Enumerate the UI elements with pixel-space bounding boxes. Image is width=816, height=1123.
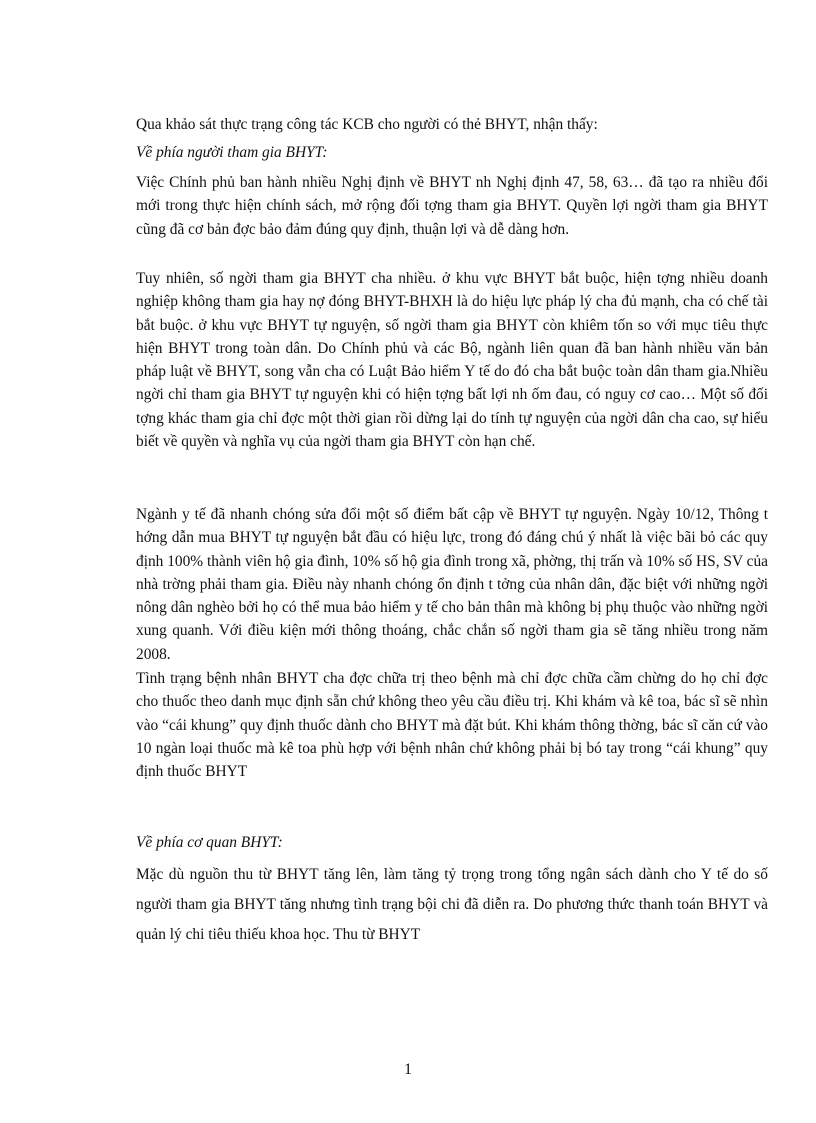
paragraph: Tình trạng bệnh nhân BHYT cha đợc chữa trị theo bệnh mà chỉ đợc chữa cầm chừng do họ chỉ đợc cho thuốc theo danh mục định sẵn chứ không theo yêu cầu điều trị. Khi khám và kê toa, bác sĩ sẽ nhìn vào “cái khung” quy định thuốc dành cho BHYT mà đặt bút. Khi khám thông thờng, bác sĩ căn cứ vào 10 ngàn loại thuốc mà kê toa phù hợp với bệnh nhân chứ không phải bị bó tay trong “cái khung” quy định thuốc BHYT	[136, 670, 768, 781]
paragraph: Ngành y tế đã nhanh chóng sửa đổi một số điểm bất cập về BHYT tự nguyện. Ngày 10/12, Thông t hớng dẫn mua BHYT tự nguyện bắt đầu có hiệu lực, trong đó đáng chú ý nhất là việc bãi bỏ các quy định 100% thành viên hộ gia đình, 10% số hộ gia đình trong xã, phờng, thị trấn và 10% số HS, SV của nhà trờng phải tham gia. Điều này nhanh chóng ổn định t tởng của nhân dân, đặc biệt với những ngời nông dân nghèo bởi họ có thể mua bảo hiểm y tế cho bản thân mà không bị phụ thuộc vào những ngời xung quanh. Với điều kiện mới thông thoáng, chắc chắn số ngời tham gia sẽ tăng nhiều trong năm 2008.	[136, 506, 768, 663]
section-heading-agency: Về phía cơ quan BHYT:	[136, 834, 283, 851]
paragraph: Tuy nhiên, số ngời tham gia BHYT cha nhiều. ở khu vực BHYT bắt buộc, hiện tợng nhiều doanh nghiệp không tham gia hay nợ đóng BHYT-BHXH là do hiệu lực pháp lý cha đủ mạnh, cha có chế tài bắt buộc. ở khu vực BHYT tự nguyện, số ngời tham gia BHYT còn khiêm tốn so với mục tiêu thực hiện BHYT trong toàn dân. Do Chính phủ và các Bộ, ngành liên quan đã ban hành nhiều văn bản pháp luật về BHYT, song vẫn cha có Luật Bảo hiểm Y tế do đó cha bắt buộc toàn dân tham gia.Nhiều ngời chỉ tham gia BHYT tự nguyện khi có hiện tợng bất lợi nh ốm đau, có nguy cơ cao… Một số đối tợng khác tham gia chỉ đợc một thời gian rồi dừng lại do tính tự nguyện của ngời dân cha cao, sự hiểu biết về quyền và nghĩa vụ của ngời tham gia BHYT còn hạn chế.	[136, 270, 768, 451]
section-heading-participants: Về phía người tham gia BHYT:	[136, 144, 328, 161]
page-number: 1	[404, 1061, 412, 1078]
paragraph: Việc Chính phủ ban hành nhiều Nghị định về BHYT nh Nghị định 47, 58, 63… đã tạo ra nhiều đổi mới trong thực hiện chính sách, mở rộng đối tợng tham gia BHYT. Quyền lợi ngời tham gia BHYT cũng đã cơ bản đợc bảo đảm đúng quy định, thuận lợi và dễ dàng hơn.	[136, 174, 768, 238]
intro-text: Qua khảo sát thực trạng công tác KCB cho người có thẻ BHYT, nhận thấy:	[136, 116, 598, 133]
paragraph: Mặc dù nguồn thu từ BHYT tăng lên, làm tăng tỷ trọng trong tổng ngân sách dành cho Y tế do số người tham gia BHYT tăng nhưng tình trạng bội chi đã diễn ra. Do phương thức thanh toán BHYT và quản lý chi tiêu thiếu khoa học. Thu từ BHYT	[136, 866, 768, 943]
